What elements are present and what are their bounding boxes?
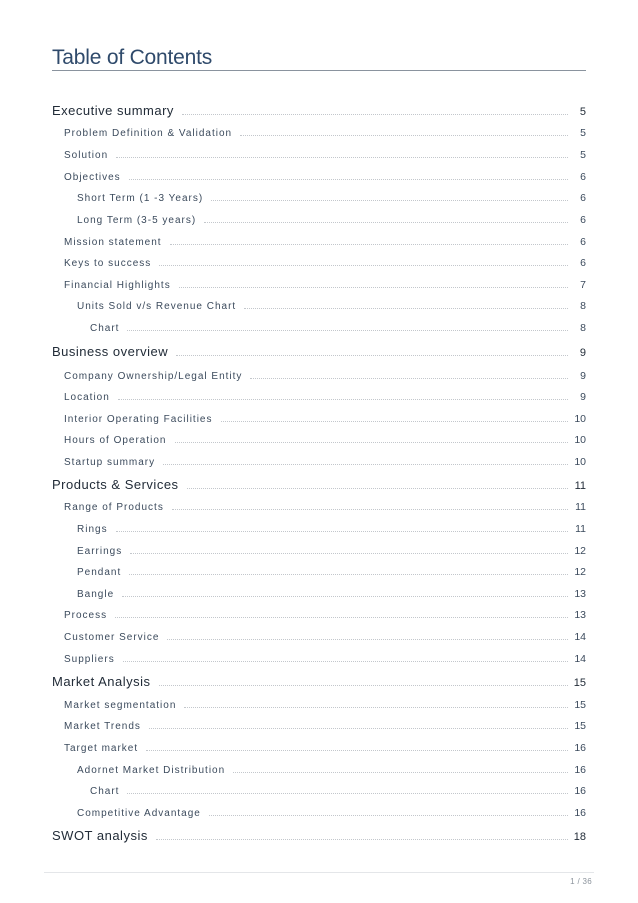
toc-entry-label: Customer Service <box>64 632 160 643</box>
toc-subsection-entry[interactable] <box>77 804 586 819</box>
dot-leader <box>159 685 568 686</box>
toc-section-entry[interactable] <box>52 671 586 689</box>
toc-entry-page-number: 16 <box>574 764 586 776</box>
toc-entry-label: Keys to success <box>64 258 152 269</box>
toc-subsection-entry[interactable] <box>64 388 586 403</box>
toc-entry-page-number: 6 <box>580 257 586 269</box>
toc-subsection-entry[interactable] <box>64 410 586 425</box>
toc-entry-label: Hours of Operation <box>64 435 167 446</box>
toc-entry-label: Financial Highlights <box>64 280 171 291</box>
toc-entry-page-number: 8 <box>580 300 586 312</box>
dot-leader <box>250 378 568 379</box>
toc-entry-page-number: 14 <box>574 653 586 665</box>
title-divider <box>52 70 586 71</box>
toc-entry-label: Rings <box>77 524 108 535</box>
toc-subsection-entry[interactable] <box>64 498 586 513</box>
toc-subsection-entry[interactable] <box>77 761 586 776</box>
toc-entry-page-number: 15 <box>573 677 586 689</box>
dot-leader <box>204 222 568 223</box>
dot-leader <box>176 355 568 356</box>
dot-leader <box>159 265 568 266</box>
toc-subsection-entry[interactable] <box>64 276 586 291</box>
toc-entry-label: Range of Products <box>64 502 164 513</box>
toc-entry-label: Market Trends <box>64 721 141 732</box>
toc-subsection-entry[interactable] <box>77 297 586 312</box>
toc-entry-page-number: 15 <box>574 720 586 732</box>
dot-leader <box>170 244 568 245</box>
dot-leader <box>149 728 568 729</box>
dot-leader <box>187 488 568 489</box>
toc-entry-label: Problem Definition & Validation <box>64 128 233 139</box>
toc-entry-label: Startup summary <box>64 457 156 468</box>
toc-subsection-entry[interactable] <box>64 254 586 269</box>
toc-subsection-entry[interactable] <box>64 717 586 732</box>
dot-leader <box>240 135 568 136</box>
toc-entry-label: Executive summary <box>52 103 174 118</box>
toc-subsection-entry[interactable] <box>77 563 586 578</box>
toc-entry-label: Suppliers <box>64 654 115 665</box>
footer-divider <box>44 872 594 873</box>
dot-leader <box>175 442 569 443</box>
dot-leader <box>116 531 568 532</box>
toc-entry-page-number: 11 <box>575 501 586 513</box>
toc-entry-label: Location <box>64 392 110 403</box>
toc-entry-label: Chart <box>90 786 120 797</box>
toc-subsection-entry[interactable] <box>77 189 586 204</box>
toc-entry-label: Short Term (1 -3 Years) <box>77 193 204 204</box>
toc-subsection-entry[interactable] <box>64 696 586 711</box>
toc-subsection-entry[interactable] <box>77 520 586 535</box>
toc-entry-label: Pendant <box>77 567 122 578</box>
toc-subsection-entry[interactable] <box>64 233 586 248</box>
toc-subsection-entry[interactable] <box>90 319 586 334</box>
toc-subsection-entry[interactable] <box>77 542 586 557</box>
toc-subsection-entry[interactable] <box>64 739 586 754</box>
toc-entry-page-number: 9 <box>580 370 586 382</box>
toc-subsection-entry[interactable] <box>90 782 586 797</box>
toc-entry-page-number: 5 <box>579 106 586 118</box>
dot-leader <box>184 707 568 708</box>
toc-entry-label: Mission statement <box>64 237 162 248</box>
dot-leader <box>116 157 568 158</box>
toc-entry-label: Company Ownership/Legal Entity <box>64 371 243 382</box>
toc-entry-label: Market Analysis <box>52 674 151 689</box>
toc-entry-page-number: 13 <box>574 609 586 621</box>
dot-leader <box>233 772 568 773</box>
dot-leader <box>130 553 568 554</box>
toc-entry-label: Products & Services <box>52 477 179 492</box>
toc-entry-label: Solution <box>64 150 109 161</box>
toc-entry-page-number: 8 <box>580 322 586 334</box>
toc-entry-page-number: 10 <box>574 434 586 446</box>
page-title: Table of Contents <box>52 46 213 69</box>
dot-leader <box>182 114 568 115</box>
toc-entry-label: Objectives <box>64 172 121 183</box>
toc-subsection-entry[interactable] <box>64 124 586 139</box>
toc-entry-label: Long Term (3-5 years) <box>77 215 197 226</box>
toc-entry-page-number: 18 <box>573 831 586 843</box>
dot-leader <box>179 287 568 288</box>
toc-subsection-entry[interactable] <box>64 650 586 665</box>
toc-entry-label: Chart <box>90 323 120 334</box>
dot-leader <box>244 308 568 309</box>
toc-entry-page-number: 13 <box>574 588 586 600</box>
toc-entry-label: Competitive Advantage <box>77 808 201 819</box>
dot-leader <box>129 574 568 575</box>
toc-subsection-entry[interactable] <box>64 146 586 161</box>
toc-section-entry[interactable] <box>52 100 586 118</box>
page-indicator: 1 / 36 <box>570 877 592 886</box>
toc-entry-label: Process <box>64 610 108 621</box>
toc-entry-page-number: 6 <box>580 171 586 183</box>
toc-subsection-entry[interactable] <box>77 585 586 600</box>
toc-subsection-entry[interactable] <box>64 606 586 621</box>
toc-entry-label: Bangle <box>77 589 115 600</box>
dot-leader <box>221 421 569 422</box>
dot-leader <box>127 330 568 331</box>
toc-entry-page-number: 16 <box>574 785 586 797</box>
toc-entry-page-number: 10 <box>574 456 586 468</box>
dot-leader <box>167 639 568 640</box>
toc-entry-page-number: 14 <box>574 631 586 643</box>
dot-leader <box>172 509 568 510</box>
dot-leader <box>156 839 568 840</box>
toc-entry-label: Target market <box>64 743 139 754</box>
toc-entry-page-number: 16 <box>574 742 586 754</box>
toc-section-entry[interactable] <box>52 474 586 492</box>
toc-entry-page-number: 6 <box>580 192 586 204</box>
toc-entry-page-number: 16 <box>574 807 586 819</box>
toc-entry-page-number: 5 <box>580 149 586 161</box>
toc-entry-label: Adornet Market Distribution <box>77 765 226 776</box>
dot-leader <box>118 399 568 400</box>
dot-leader <box>123 661 568 662</box>
dot-leader <box>163 464 568 465</box>
toc-entry-page-number: 10 <box>574 413 586 425</box>
toc-subsection-entry[interactable] <box>77 211 586 226</box>
toc-entry-label: Interior Operating Facilities <box>64 414 213 425</box>
toc-entry-page-number: 11 <box>575 523 586 535</box>
toc-entry-page-number: 9 <box>580 391 586 403</box>
dot-leader <box>115 617 568 618</box>
toc-entry-page-number: 11 <box>574 480 586 492</box>
dot-leader <box>127 793 568 794</box>
toc-entry-page-number: 12 <box>574 566 586 578</box>
toc-entry-page-number: 15 <box>574 699 586 711</box>
toc-entry-page-number: 6 <box>580 214 586 226</box>
toc-section-entry[interactable] <box>52 825 586 843</box>
toc-entry-page-number: 12 <box>574 545 586 557</box>
dot-leader <box>209 815 568 816</box>
dot-leader <box>129 179 568 180</box>
toc-entry-label: Earrings <box>77 546 123 557</box>
toc-subsection-entry[interactable] <box>64 453 586 468</box>
toc-entry-label: Market segmentation <box>64 700 177 711</box>
toc-subsection-entry[interactable] <box>64 168 586 183</box>
toc-entry-label: Business overview <box>52 344 169 359</box>
toc-section-entry[interactable] <box>52 341 586 359</box>
dot-leader <box>146 750 568 751</box>
toc-entry-label: Units Sold v/s Revenue Chart <box>77 301 237 312</box>
dot-leader <box>122 596 568 597</box>
toc-subsection-entry[interactable] <box>64 628 586 643</box>
toc-entry-page-number: 5 <box>580 127 586 139</box>
toc-entry-page-number: 7 <box>580 279 586 291</box>
toc-entry-label: SWOT analysis <box>52 828 148 843</box>
dot-leader <box>211 200 568 201</box>
toc-subsection-entry[interactable] <box>64 431 586 446</box>
toc-entry-page-number: 9 <box>579 347 586 359</box>
toc-entry-page-number: 6 <box>580 236 586 248</box>
toc-subsection-entry[interactable] <box>64 367 586 382</box>
